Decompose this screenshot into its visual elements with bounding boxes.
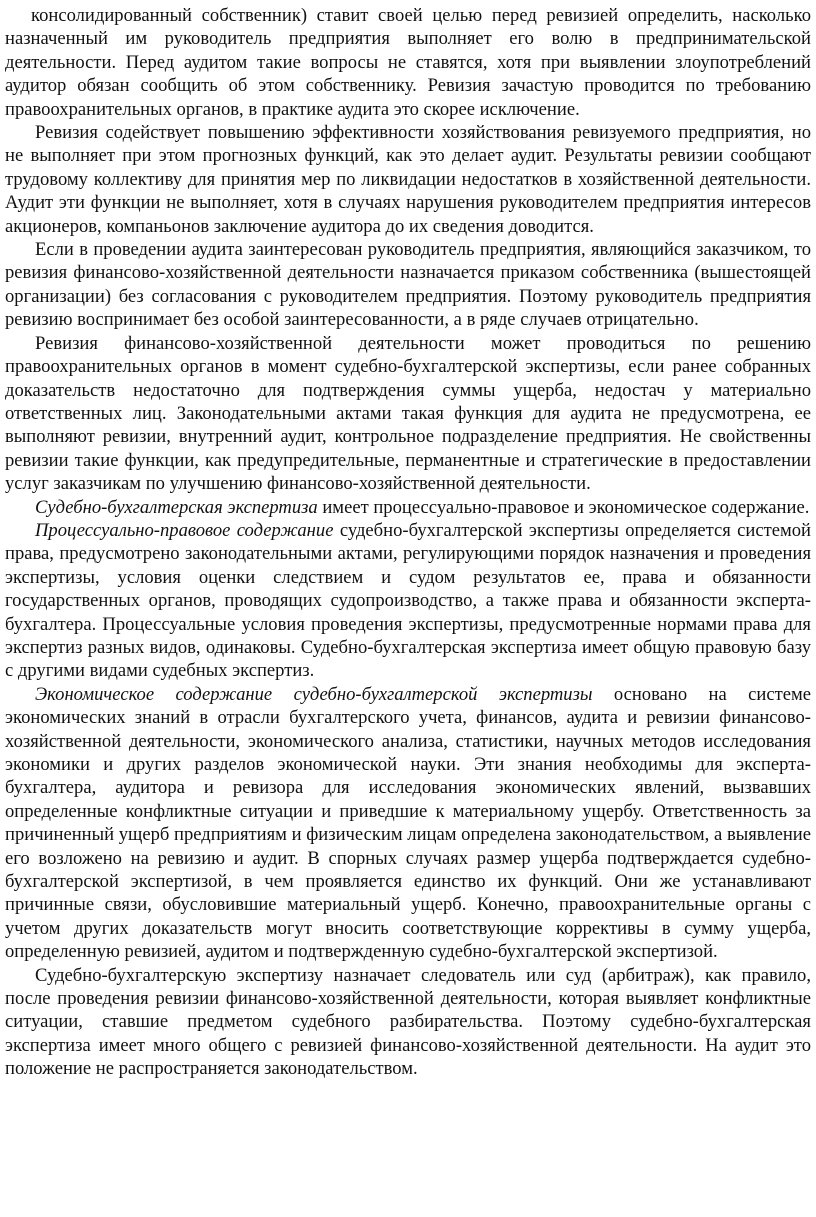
term-forensic-accounting-expertise: Судебно-бухгалтерская экспертиза [35, 496, 318, 518]
paragraph-4 [5, 332, 811, 496]
paragraph-8-text: Судебно-бухгалтерскую экспертизу назначает следователь или суд (арбитраж), как правило, после проведения ревизии финансово-хозяйственной деятельности, которая выявляет конфликтные ситуации, ставшие предметом судебного разбирательства. Поэтому судебно-бухгалтерская экспертиза имеет много общего с ревизией финансово-хозяйственной деятельности. На аудит это положение не распространяется законодательством. [5, 964, 811, 1080]
paragraph-7-text: основано на системе экономических знаний в отрасли бухгалтерского учета, финансов, аудита и ревизии финансово-хозяйственной деятельности, экономического анализа, статистики, научных методов исследования экономики и других разделов экономической науки. Эти знания необходимы для эксперта-бухгалтера, аудитора и ревизора для исследования экономических явлений, вызвавших определенные конфликтные ситуации и приведшие к материальному ущербу. Ответственность за причиненный ущерб предприятиям и физическим лицам определена законодательством, а выявление его возложено на ревизию и аудит. В спорных случаях размер ущерба подтверждается судебно-бухгалтерской экспертизой, в чем проявляется единство их функций. Они же устанавливают причинные связи, обусловившие материальный ущерб. Конечно, правоохранительные органы с учетом других доказательств могут вносить соответствующие коррективы в сумму ущерба, определенную ревизией, аудитом и подтвержденную судебно-бухгалтерской экспертизой. [5, 683, 811, 963]
paragraph-4-text: Ревизия финансово-хозяйственной деятельности может проводиться по решению правоохранительных органов в момент судебно-бухгалтерской экспертизы, если ранее собранных доказательств недостаточно для подтверждения суммы ущерба, недостач у материально ответственных лиц. Законодательными актами такая функция для аудита не предусмотрена, ее выполняют ревизии, внутренний аудит, контрольное подразделение предприятия. Не свойственны ревизии такие функции, как предупредительные, перманентные и стратегические в предоставлении услуг заказчикам по улучшению финансово-хозяйственной деятельности. [5, 332, 811, 495]
paragraph-1-text: консолидированный собственник) ставит своей целью перед ревизией определить, насколько назначенный им руководитель предприятия выполняет его волю в предпринимательской деятельности. Перед аудитом такие вопросы не ставятся, хотя при выявлении злоупотреблений аудитор обязан сообщить об этом собственнику. Ревизия зачастую проводится по требованию правоохранительных органов, в практике аудита это скорее исключение. [5, 5, 811, 120]
paragraph-5-text: имеет процессуально-правовое и экономическое содержание. [317, 496, 810, 518]
term-economic-content: Экономическое содержание судебно-бухгалтерской экспертизы [35, 683, 593, 705]
paragraph-5 [5, 496, 811, 519]
paragraph-3 [5, 238, 811, 332]
paragraph-2-text: Ревизия содействует повышению эффективности хозяйствования ревизуемого предприятия, но не выполняет при этом прогнозных функций, как это делает аудит. Результаты ревизии сообщают трудовому коллективу для принятия мер по ликвидации недостатков в хозяйственной деятельности. Аудит эти функции не выполняет, хотя в случаях нарушения руководителем предприятия интересов акционеров, компаньонов заключение аудитора до их сведения доводится. [5, 122, 811, 237]
paragraph-6-text: судебно-бухгалтерской экспертизы определяется системой права, предусмотрено законодательными актами, регулирующими порядок назначения и проведения экспертизы, условия оценки следствием и судом результатов ее, права и обязанности государственных органов, проводящих судопроизводство, а также права и обязанности эксперта-бухгалтера. Процессуальные условия проведения экспертизы, предусмотренные нормами права для экспертиз разных видов, одинаковы. Судебно-бухгалтерская экспертиза имеет общую правовую базу с другими видами судебных экспертиз. [5, 519, 811, 682]
paragraph-1 [5, 4, 811, 121]
paragraph-6 [5, 519, 811, 683]
paragraph-2 [5, 121, 811, 238]
paragraph-8 [5, 964, 811, 1081]
paragraph-3-text: Если в проведении аудита заинтересован руководитель предприятия, являющийся заказчиком, то ревизия финансово-хозяйственной деятельности назначается приказом собственника (вышестоящей организации) без согласования с руководителем предприятия. Поэтому руководитель предприятия ревизию воспринимает без особой заинтересованности, а в ряде случаев отрицательно. [5, 239, 811, 331]
term-procedural-legal-content: Процессуально-правовое содержание [35, 519, 334, 541]
paragraph-7 [5, 683, 811, 964]
